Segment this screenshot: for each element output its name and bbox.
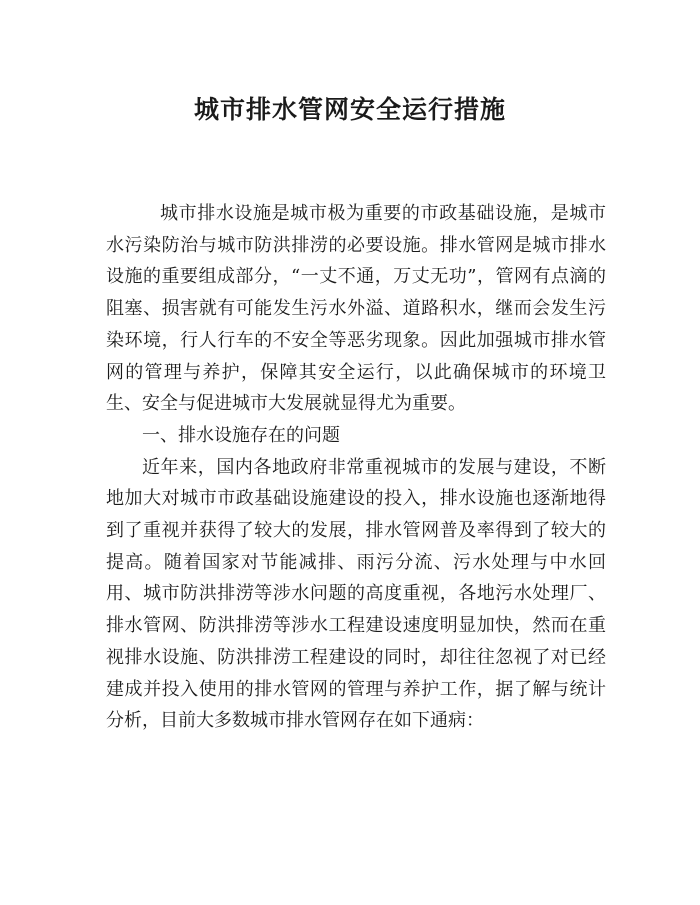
intro-paragraph: 城市排水设施是城市极为重要的市政基础设施，是城市水污染防治与城市防洪排涝的必要设施。排水管网是城市排水设施的重要组成部分，“一丈不通，万丈无功”，管网有点滴的阻塞、损害就有可能发生污水外溢、道路积水，继而会发生污染环境，行人行车的不安全等恶劣现象。因此加强城市排水管网的管理与养护，保障其安全运行，以此确保城市的环境卫生、安全与促进城市大发展就显得尤为重要。 [106,203,606,415]
document-body [106,198,606,737]
body-paragraph: 近年来，国内各地政府非常重视城市的发展与建设，不断地加大对城市市政基础设施建设的投入，排水设施也逐渐地得到了重视并获得了较大的发展，排水管网普及率得到了较大的提高。随着国家对节能减排、雨污分流、污水处理与中水回用、城市防洪排涝等涉水问题的高度重视，各地污水处理厂、排水管网、防洪排涝等涉水工程建设速度明显加快，然而在重视排水设施、防洪排涝工程建设的同时，却往往忽视了对已经建成并投入使用的排水管网的管理与养护工作，据了解与统计分析，目前大多数城市排水管网存在如下通病： [106,456,606,732]
section-heading: 一、排水设施存在的问题 [142,424,340,446]
document-title: 城市排水管网安全运行措施 [193,95,506,124]
